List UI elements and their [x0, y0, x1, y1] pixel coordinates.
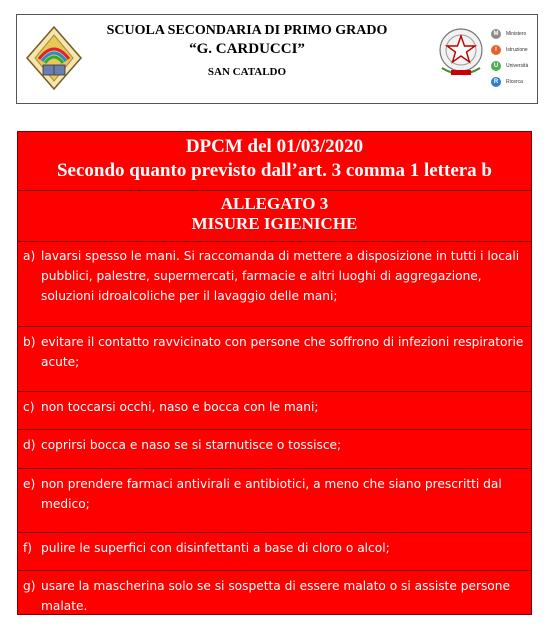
measure-letter: g) [23, 579, 36, 593]
measure-text: evitare il contatto ravvicinato con persone che soffrono di infezioni respiratorie acute; [41, 335, 524, 369]
miur-row [491, 42, 539, 58]
miur-row [491, 58, 539, 74]
measure-text: non toccarsi occhi, naso e bocca con le mani; [41, 400, 319, 414]
measure-item [18, 430, 531, 469]
miur-row [491, 74, 539, 90]
miur-row [491, 26, 539, 42]
measure-item [18, 241, 531, 327]
measure-text: usare la mascherina solo se si sospetta di essere malato o si assiste persone malate. [41, 579, 510, 613]
measure-item [18, 571, 531, 615]
school-name-block [87, 22, 407, 82]
measure-item [18, 327, 531, 392]
measure-text: pulire le superfici con disinfettanti a base di cloro o alcol; [41, 541, 390, 555]
miur-logo [491, 26, 539, 90]
school-logo-icon [25, 25, 83, 91]
measure-item [18, 533, 531, 571]
miur-label: Università [506, 63, 529, 69]
school-city: SAN CATALDO [207, 66, 287, 78]
measure-letter: c) [23, 400, 35, 414]
measure-letter: d) [23, 438, 36, 452]
annex-subtitle: MISURE IGIENICHE [191, 214, 358, 233]
measure-letter: f) [23, 541, 33, 555]
measure-text: lavarsi spesso le mani. Si raccomanda di mettere a disposizione in tutti i locali pubblici, palestre, supermercati, farmacie e altri luoghi di aggregazione, soluzioni idroalcoliche per il lavaggio delle mani; [41, 249, 520, 303]
subtitle-row [18, 190, 531, 242]
title-row [18, 132, 531, 191]
decree-title: DPCM del 01/03/2020 [185, 136, 364, 157]
measure-item [18, 469, 531, 533]
miur-label: Ricerca [506, 79, 523, 85]
miur-r-icon: R [491, 77, 501, 87]
miur-label: Ministero [506, 31, 527, 37]
miur-u-icon: U [491, 61, 501, 71]
measure-text: coprirsi bocca e naso se si starnutisce o tossisce; [41, 438, 342, 452]
school-header [16, 14, 538, 104]
miur-m-icon: M [491, 29, 501, 39]
measure-item [18, 392, 531, 430]
measure-text: non prendere farmaci antivirali e antibiotici, a meno che siano prescritti dal medico; [41, 477, 502, 511]
decree-reference: Secondo quanto previsto dall’art. 3 comma 1 lettera b [56, 160, 493, 181]
school-name: “G. CARDUCCI” [189, 41, 305, 57]
measure-letter: a) [23, 249, 36, 263]
school-type: SCUOLA SECONDARIA DI PRIMO GRADO [106, 23, 388, 38]
measure-letter: e) [23, 477, 36, 491]
italian-republic-emblem-icon [436, 24, 486, 80]
miur-i-icon: I [491, 45, 501, 55]
measure-letter: b) [23, 335, 36, 349]
miur-label: Istruzione [506, 47, 528, 53]
measures-table [17, 131, 532, 615]
annex-title: ALLEGATO 3 [220, 194, 329, 213]
